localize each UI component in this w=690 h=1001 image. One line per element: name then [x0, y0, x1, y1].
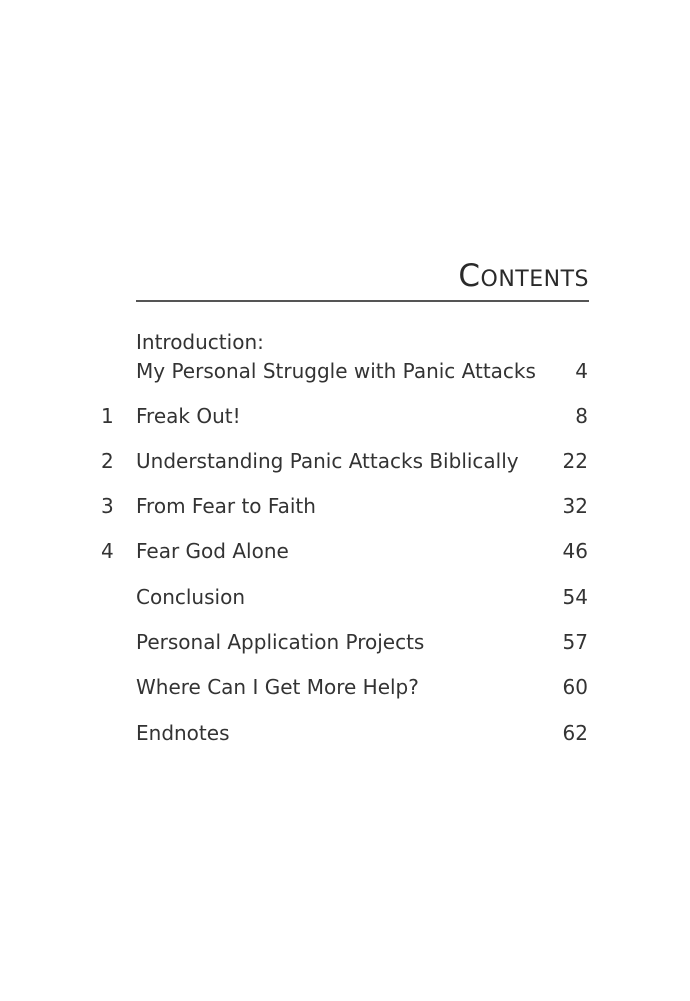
page-number: 22	[562, 449, 588, 473]
entry-title-line: Fear God Alone	[136, 539, 289, 563]
chapter-number: 1	[101, 404, 114, 428]
page-number: 4	[575, 359, 588, 383]
entry-title-line: Where Can I Get More Help?	[136, 675, 419, 699]
entry-title-line: Understanding Panic Attacks Biblically	[136, 449, 519, 473]
page-number: 60	[562, 675, 588, 699]
entry-title	[136, 402, 536, 431]
page-number: 57	[562, 630, 588, 654]
entry-title-line: Endnotes	[136, 721, 230, 745]
entry-title-line: Introduction:	[136, 330, 264, 354]
entry-title	[136, 673, 536, 702]
entry-title-line: From Fear to Faith	[136, 494, 316, 518]
page-number: 46	[562, 539, 588, 563]
entry-title	[136, 719, 536, 748]
entry-title	[136, 537, 536, 566]
page-number: 54	[562, 585, 588, 609]
entry-title-line: Conclusion	[136, 585, 245, 609]
entry-title	[136, 583, 536, 612]
entry-title	[136, 328, 536, 386]
entry-title-line: My Personal Struggle with Panic Attacks	[136, 359, 536, 383]
entry-title	[136, 492, 536, 521]
heading-rule	[136, 300, 589, 302]
chapter-number: 3	[101, 494, 114, 518]
entry-title-line: Personal Application Projects	[136, 630, 425, 654]
contents-heading: Contents	[458, 258, 589, 294]
chapter-number: 2	[101, 449, 114, 473]
chapter-number: 4	[101, 539, 114, 563]
page-number: 62	[562, 721, 588, 745]
entry-title	[136, 447, 536, 476]
entry-title-line: Freak Out!	[136, 404, 241, 428]
entry-title	[136, 628, 536, 657]
page-number: 32	[562, 494, 588, 518]
page-number: 8	[575, 404, 588, 428]
